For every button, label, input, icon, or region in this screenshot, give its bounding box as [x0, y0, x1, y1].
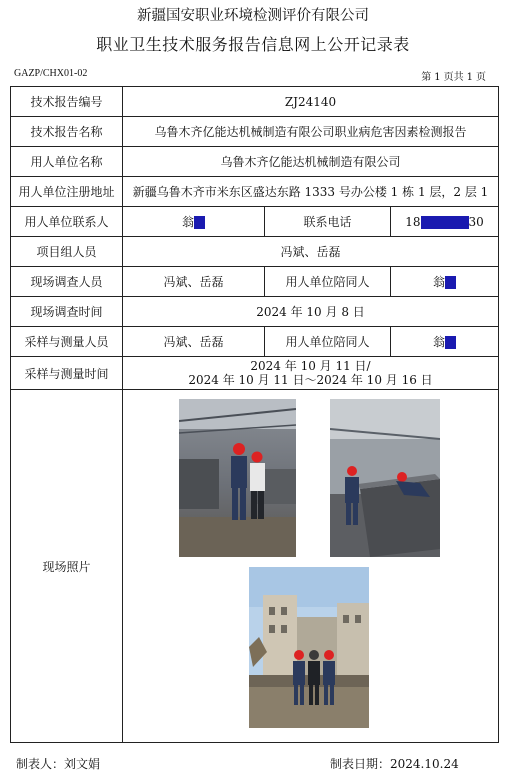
row-survey-staff [11, 267, 499, 297]
label-report-no: 技术报告编号 [11, 87, 123, 117]
label-sampling-time: 采样与测量时间 [11, 357, 123, 390]
row-sampling-staff [11, 327, 499, 357]
label-sampling-staff: 采样与测量人员 [11, 327, 123, 357]
label-employer: 用人单位名称 [11, 147, 123, 177]
label-team: 项目组人员 [11, 237, 123, 267]
value-survey-time: 2024 年 10 月 8 日 [123, 297, 499, 327]
table-maker: 制表人：刘文娟 [16, 757, 101, 771]
value-survey-staff: 冯斌、岳磊 [123, 267, 265, 297]
value-team: 冯斌、岳磊 [123, 237, 499, 267]
value-employer: 乌鲁木齐亿能达机械制造有限公司 [123, 147, 499, 177]
row-contact [11, 207, 499, 237]
redaction-box [421, 216, 469, 229]
value-phone: 18 30 [391, 207, 499, 237]
label-sampling-escort: 用人单位陪同人 [265, 327, 391, 357]
redaction-box [445, 336, 456, 349]
label-contact: 用人单位联系人 [11, 207, 123, 237]
table-date: 制表日期：2024.10.24 [330, 757, 459, 771]
row-sampling-time [11, 357, 499, 390]
page-indicator: 第 1 页共 1 页 [421, 72, 486, 83]
label-report-name: 技术报告名称 [11, 117, 123, 147]
label-survey-escort: 用人单位陪同人 [265, 267, 391, 297]
redaction-box [445, 276, 456, 289]
document-title: 职业卫生技术服务报告信息网上公开记录表 [96, 35, 410, 54]
row-report-name [11, 117, 499, 147]
value-sampling-time: 2024 年 10 月 11 日/ 2024 年 10 月 11 日～2024 年 10 月 16 日 [123, 357, 499, 390]
row-address [11, 177, 499, 207]
value-survey-escort: 翁 [391, 267, 499, 297]
label-survey-time: 现场调查时间 [11, 297, 123, 327]
row-team [11, 237, 499, 267]
site-photo-1 [179, 399, 296, 557]
value-contact: 翁 [123, 207, 265, 237]
value-address: 新疆乌鲁木齐市米东区盛达东路 1333 号办公楼 1 栋 1 层，2 层 1 [123, 177, 499, 207]
value-sampling-staff: 冯斌、岳磊 [123, 327, 265, 357]
organization-name: 新疆国安职业环境检测评价有限公司 [137, 8, 369, 24]
value-sampling-escort: 翁 [391, 327, 499, 357]
redaction-box [194, 216, 205, 229]
document-number: GAZP/CHX01-02 [14, 68, 88, 79]
value-report-no: ZJ24140 [123, 87, 499, 117]
row-employer [11, 147, 499, 177]
label-address: 用人单位注册地址 [11, 177, 123, 207]
label-phone: 联系电话 [265, 207, 391, 237]
row-survey-time [11, 297, 499, 327]
label-site-photos: 现场照片 [11, 390, 123, 743]
site-photo-3 [249, 567, 369, 728]
row-report-no [11, 87, 499, 117]
value-report-name: 乌鲁木齐亿能达机械制造有限公司职业病危害因素检测报告 [123, 117, 499, 147]
label-survey-staff: 现场调查人员 [11, 267, 123, 297]
site-photo-2 [330, 399, 440, 557]
